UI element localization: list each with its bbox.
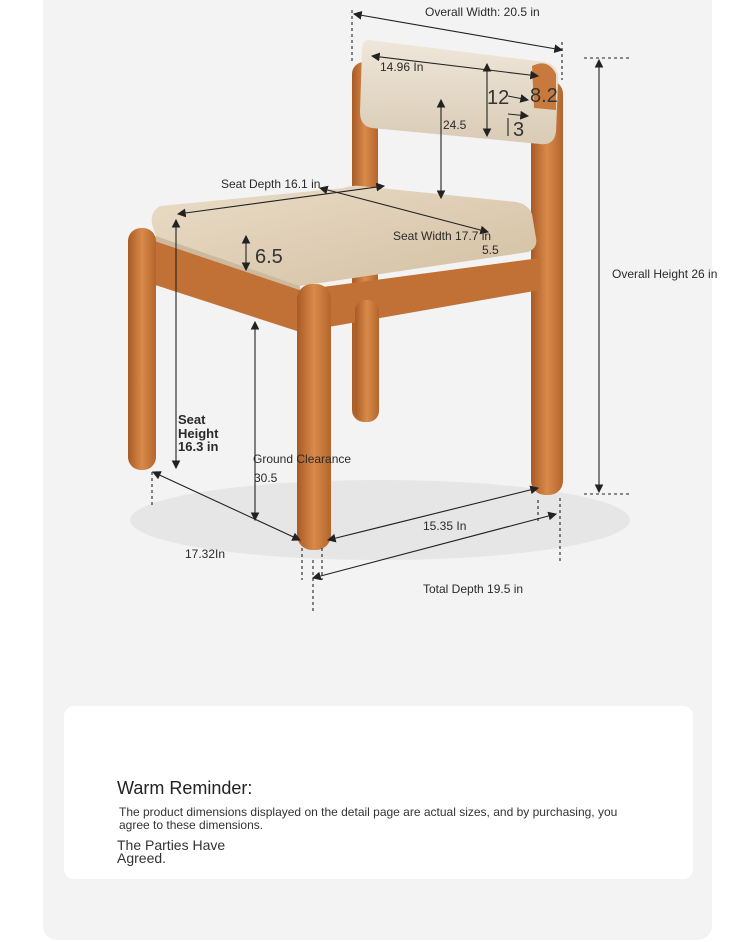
side-depth-label: 17.32In xyxy=(185,547,226,561)
back-to-seat-label: 24.5 xyxy=(443,118,467,132)
ground-clearance-value: 30.5 xyxy=(254,471,278,485)
seat-width-offset-label: 5.5 xyxy=(482,243,499,257)
front-leg-right xyxy=(297,284,331,550)
inner-depth-label: 15.35 In xyxy=(423,519,467,533)
cushion-thickness-label: 6.5 xyxy=(255,246,283,268)
backrest-height-label: 12 xyxy=(487,87,510,109)
backrest-thickness-label: 8.2 xyxy=(530,85,558,107)
reminder-title: Warm Reminder: xyxy=(117,778,253,798)
seat-depth-label: Seat Depth 16.1 in xyxy=(221,177,321,191)
ground-clearance-label: Ground Clearance xyxy=(253,452,352,466)
reminder-body: The product dimensions displayed on the detail page are actual sizes, and by purchasing, you agree to these dimensions. xyxy=(119,805,618,832)
back-leg-inner xyxy=(355,300,379,422)
overall-height-label: Overall Height 26 in xyxy=(612,267,718,281)
backrest-width-label: 14.96 In xyxy=(380,60,424,74)
total-depth-label: Total Depth 19.5 in xyxy=(423,582,524,596)
seat-height-label: Seat Height 16.3 in xyxy=(178,412,219,455)
back-gap-label: 3 xyxy=(513,119,525,141)
overall-width-label: Overall Width: 20.5 in xyxy=(425,5,540,19)
reminder-agreement: The Parties Have Agreed. xyxy=(117,837,226,866)
front-leg-left xyxy=(128,228,156,470)
seat-width-label: Seat Width 17.7 in xyxy=(393,229,492,243)
warm-reminder-card xyxy=(64,706,693,879)
